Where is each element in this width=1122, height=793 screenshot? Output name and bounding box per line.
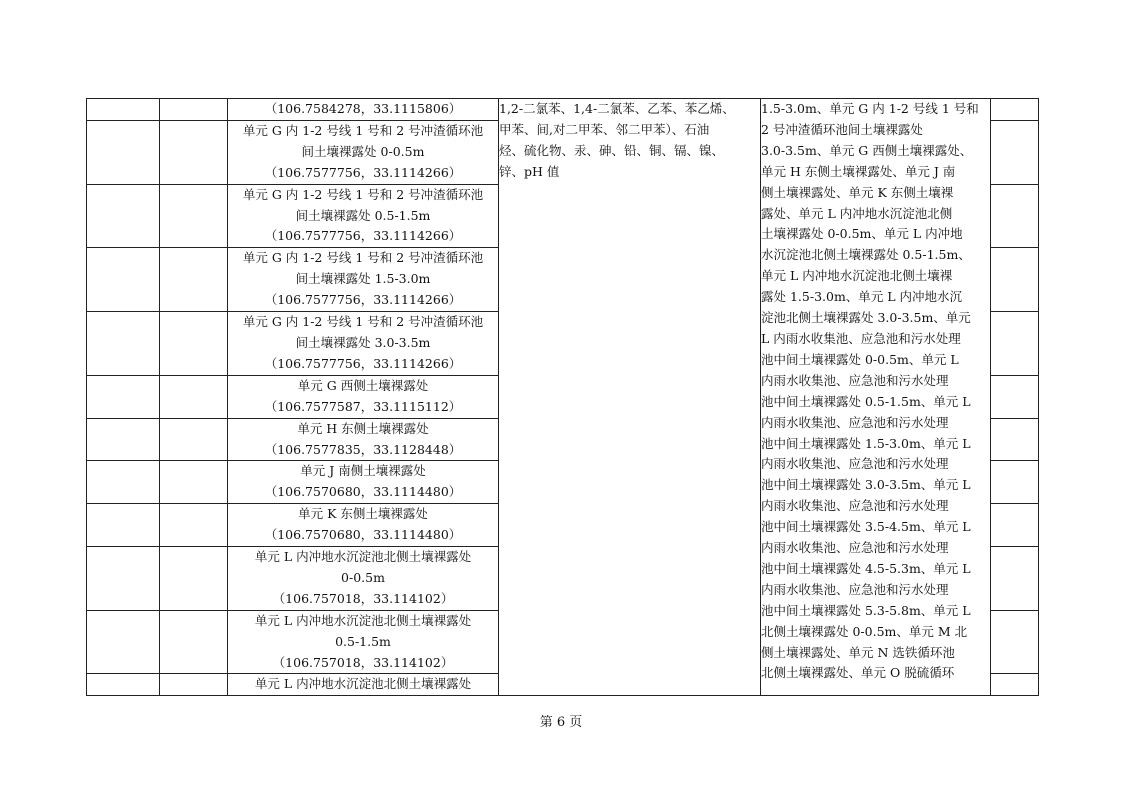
sampling-points-line: 3.0-3.5m、单元 G 西侧土壤裸露处、 — [761, 142, 973, 158]
serial-cell — [87, 547, 160, 611]
location-cell — [228, 418, 499, 461]
location-cell — [228, 375, 499, 418]
sampling-points-line: 池中间土壤裸露处 5.3-5.8m、单元 L — [761, 602, 971, 618]
location-cell — [228, 547, 499, 611]
sampling-points-line: 水沉淀池北侧土壤裸露处 0.5-1.5m、 — [761, 247, 971, 263]
location-line: （106.7577756，33.1114266） — [264, 228, 462, 244]
point-id-cell — [160, 674, 228, 696]
point-id-cell — [160, 184, 228, 248]
location-line: （106.757018，33.114102） — [272, 590, 454, 606]
sampling-points-cell — [761, 99, 991, 696]
point-id-cell — [160, 312, 228, 376]
test-items-cell — [499, 99, 761, 696]
point-id-cell — [160, 418, 228, 461]
location-line: （106.757018，33.114102） — [272, 654, 454, 670]
test-items-line: 甲苯、间,对二甲苯、邻二甲苯）、石油 — [499, 121, 710, 137]
location-cell — [228, 674, 499, 696]
serial-cell — [87, 504, 160, 547]
table-row — [87, 99, 1039, 121]
location-line: （106.7577835，33.1128448） — [264, 441, 462, 457]
point-id-cell — [160, 120, 228, 184]
point-id-cell — [160, 610, 228, 674]
location-line: 单元 J 南侧土壤裸露处 — [300, 463, 426, 479]
remark-cell — [991, 610, 1039, 674]
sampling-points-line: 北侧土壤裸露处、单元 O 脱硫循环 — [761, 665, 955, 681]
location-cell — [228, 99, 499, 121]
location-line: （106.7584278，33.1115806） — [264, 101, 462, 116]
location-line: 单元 K 东侧土壤裸露处 — [298, 506, 428, 522]
remark-cell — [991, 312, 1039, 376]
point-id-cell — [160, 461, 228, 504]
sampling-points-line: 侧土壤裸露处、单元 K 东侧土壤裸 — [761, 184, 954, 200]
sampling-points-line: 内雨水收集池、应急池和污水处理 — [761, 372, 949, 388]
point-id-cell — [160, 547, 228, 611]
location-line: 单元 G 内 1-2 号线 1 号和 2 号冲渣循环池 — [242, 314, 484, 330]
serial-cell — [87, 99, 160, 121]
test-items-line: 1,2-二氯苯、1,4-二氯苯、乙苯、苯乙烯、 — [499, 101, 735, 116]
test-items-line: 烃、硫化物、汞、砷、铅、铜、镉、镍、 — [499, 142, 725, 158]
location-line: 单元 L 内冲地水沉淀池北侧土壤裸露处 — [254, 549, 472, 565]
serial-cell — [87, 312, 160, 376]
point-id-cell — [160, 375, 228, 418]
sampling-points-line: 单元 L 内冲地水沉淀池北侧土壤裸 — [761, 268, 953, 284]
sampling-points-line: 池中间土壤裸露处 0-0.5m、单元 L — [761, 351, 959, 367]
location-line: 单元 G 内 1-2 号线 1 号和 2 号冲渣循环池 — [242, 250, 484, 266]
location-line: （106.7570680，33.1114480） — [264, 484, 462, 500]
location-line: 间土壤裸露处 0.5-1.5m — [295, 207, 431, 223]
sampling-table — [86, 98, 1039, 696]
sampling-points-line: 土壤裸露处 0-0.5m、单元 L 内冲地 — [761, 226, 963, 242]
serial-cell — [87, 461, 160, 504]
sampling-points-line: 露处 1.5-3.0m、单元 L 内冲地水沉 — [761, 289, 963, 305]
sampling-points-line: 1.5-3.0m、单元 G 内 1-2 号线 1 号和 — [761, 101, 979, 116]
sampling-points-line: L 内雨水收集池、应急池和污水处理 — [761, 330, 961, 346]
location-cell — [228, 610, 499, 674]
location-line: 间土壤裸露处 0-0.5m — [301, 143, 425, 159]
location-cell — [228, 312, 499, 376]
sampling-points-line: 单元 H 东侧土壤裸露处、单元 J 南 — [761, 163, 956, 179]
remark-cell — [991, 504, 1039, 547]
location-line: （106.7577756，33.1114266） — [264, 292, 462, 308]
sampling-points-line: 内雨水收集池、应急池和污水处理 — [761, 456, 949, 472]
location-cell — [228, 120, 499, 184]
remark-cell — [991, 461, 1039, 504]
remark-cell — [991, 120, 1039, 184]
location-line: 0-0.5m — [341, 569, 385, 585]
location-line: 0.5-1.5m — [335, 633, 391, 649]
sampling-points-line: 侧土壤裸露处、单元 N 选铁循环池 — [761, 644, 955, 660]
location-cell — [228, 184, 499, 248]
location-cell — [228, 461, 499, 504]
remark-cell — [991, 674, 1039, 696]
location-line: 单元 L 内冲地水沉淀池北侧土壤裸露处 — [254, 676, 472, 692]
location-line: 单元 L 内冲地水沉淀池北侧土壤裸露处 — [254, 612, 472, 628]
location-line: 单元 G 内 1-2 号线 1 号和 2 号冲渣循环池 — [242, 186, 484, 202]
location-line: （106.7577756，33.1114266） — [264, 355, 462, 371]
remark-cell — [991, 418, 1039, 461]
location-cell — [228, 504, 499, 547]
location-line: 单元 H 东侧土壤裸露处 — [297, 420, 429, 436]
remark-cell — [991, 547, 1039, 611]
sampling-points-line: 池中间土壤裸露处 3.0-3.5m、单元 L — [761, 477, 971, 493]
sampling-points-line: 池中间土壤裸露处 1.5-3.0m、单元 L — [761, 435, 971, 451]
location-line: （106.7577587，33.1115112） — [264, 398, 462, 414]
serial-cell — [87, 184, 160, 248]
sampling-points-line: 内雨水收集池、应急池和污水处理 — [761, 581, 949, 597]
remark-cell — [991, 99, 1039, 121]
sampling-points-line: 2 号冲渣循环池间土壤裸露处 — [761, 121, 923, 137]
sampling-points-line: 露处、单元 L 内冲地水沉淀池北侧 — [761, 205, 953, 221]
serial-cell — [87, 120, 160, 184]
location-line: （106.7570680，33.1114480） — [264, 527, 462, 543]
sampling-points-line: 池中间土壤裸露处 0.5-1.5m、单元 L — [761, 393, 971, 409]
location-line: 间土壤裸露处 3.0-3.5m — [295, 334, 431, 350]
point-id-cell — [160, 99, 228, 121]
sampling-points-line: 北侧土壤裸露处 0-0.5m、单元 M 北 — [761, 623, 968, 639]
sampling-points-line: 池中间土壤裸露处 4.5-5.3m、单元 L — [761, 560, 971, 576]
serial-cell — [87, 674, 160, 696]
location-cell — [228, 248, 499, 312]
page-number: 第 6 页 — [539, 715, 583, 730]
sampling-points-line: 内雨水收集池、应急池和污水处理 — [761, 498, 949, 514]
serial-cell — [87, 610, 160, 674]
point-id-cell — [160, 248, 228, 312]
serial-cell — [87, 248, 160, 312]
location-line: 单元 G 内 1-2 号线 1 号和 2 号冲渣循环池 — [242, 122, 484, 138]
test-items-line: 锌、pH 值 — [499, 163, 560, 179]
serial-cell — [87, 375, 160, 418]
sampling-points-line: 内雨水收集池、应急池和污水处理 — [761, 414, 949, 430]
serial-cell — [87, 418, 160, 461]
point-id-cell — [160, 504, 228, 547]
sampling-points-line: 淀池北侧土壤裸露处 3.0-3.5m、单元 — [761, 310, 971, 326]
location-line: 单元 G 西侧土壤裸露处 — [297, 377, 429, 393]
location-line: 间土壤裸露处 1.5-3.0m — [295, 271, 431, 287]
remark-cell — [991, 248, 1039, 312]
sampling-points-line: 内雨水收集池、应急池和污水处理 — [761, 540, 949, 556]
remark-cell — [991, 184, 1039, 248]
location-line: （106.7577756，33.1114266） — [264, 164, 462, 180]
remark-cell — [991, 375, 1039, 418]
sampling-points-line: 池中间土壤裸露处 3.5-4.5m、单元 L — [761, 519, 971, 535]
